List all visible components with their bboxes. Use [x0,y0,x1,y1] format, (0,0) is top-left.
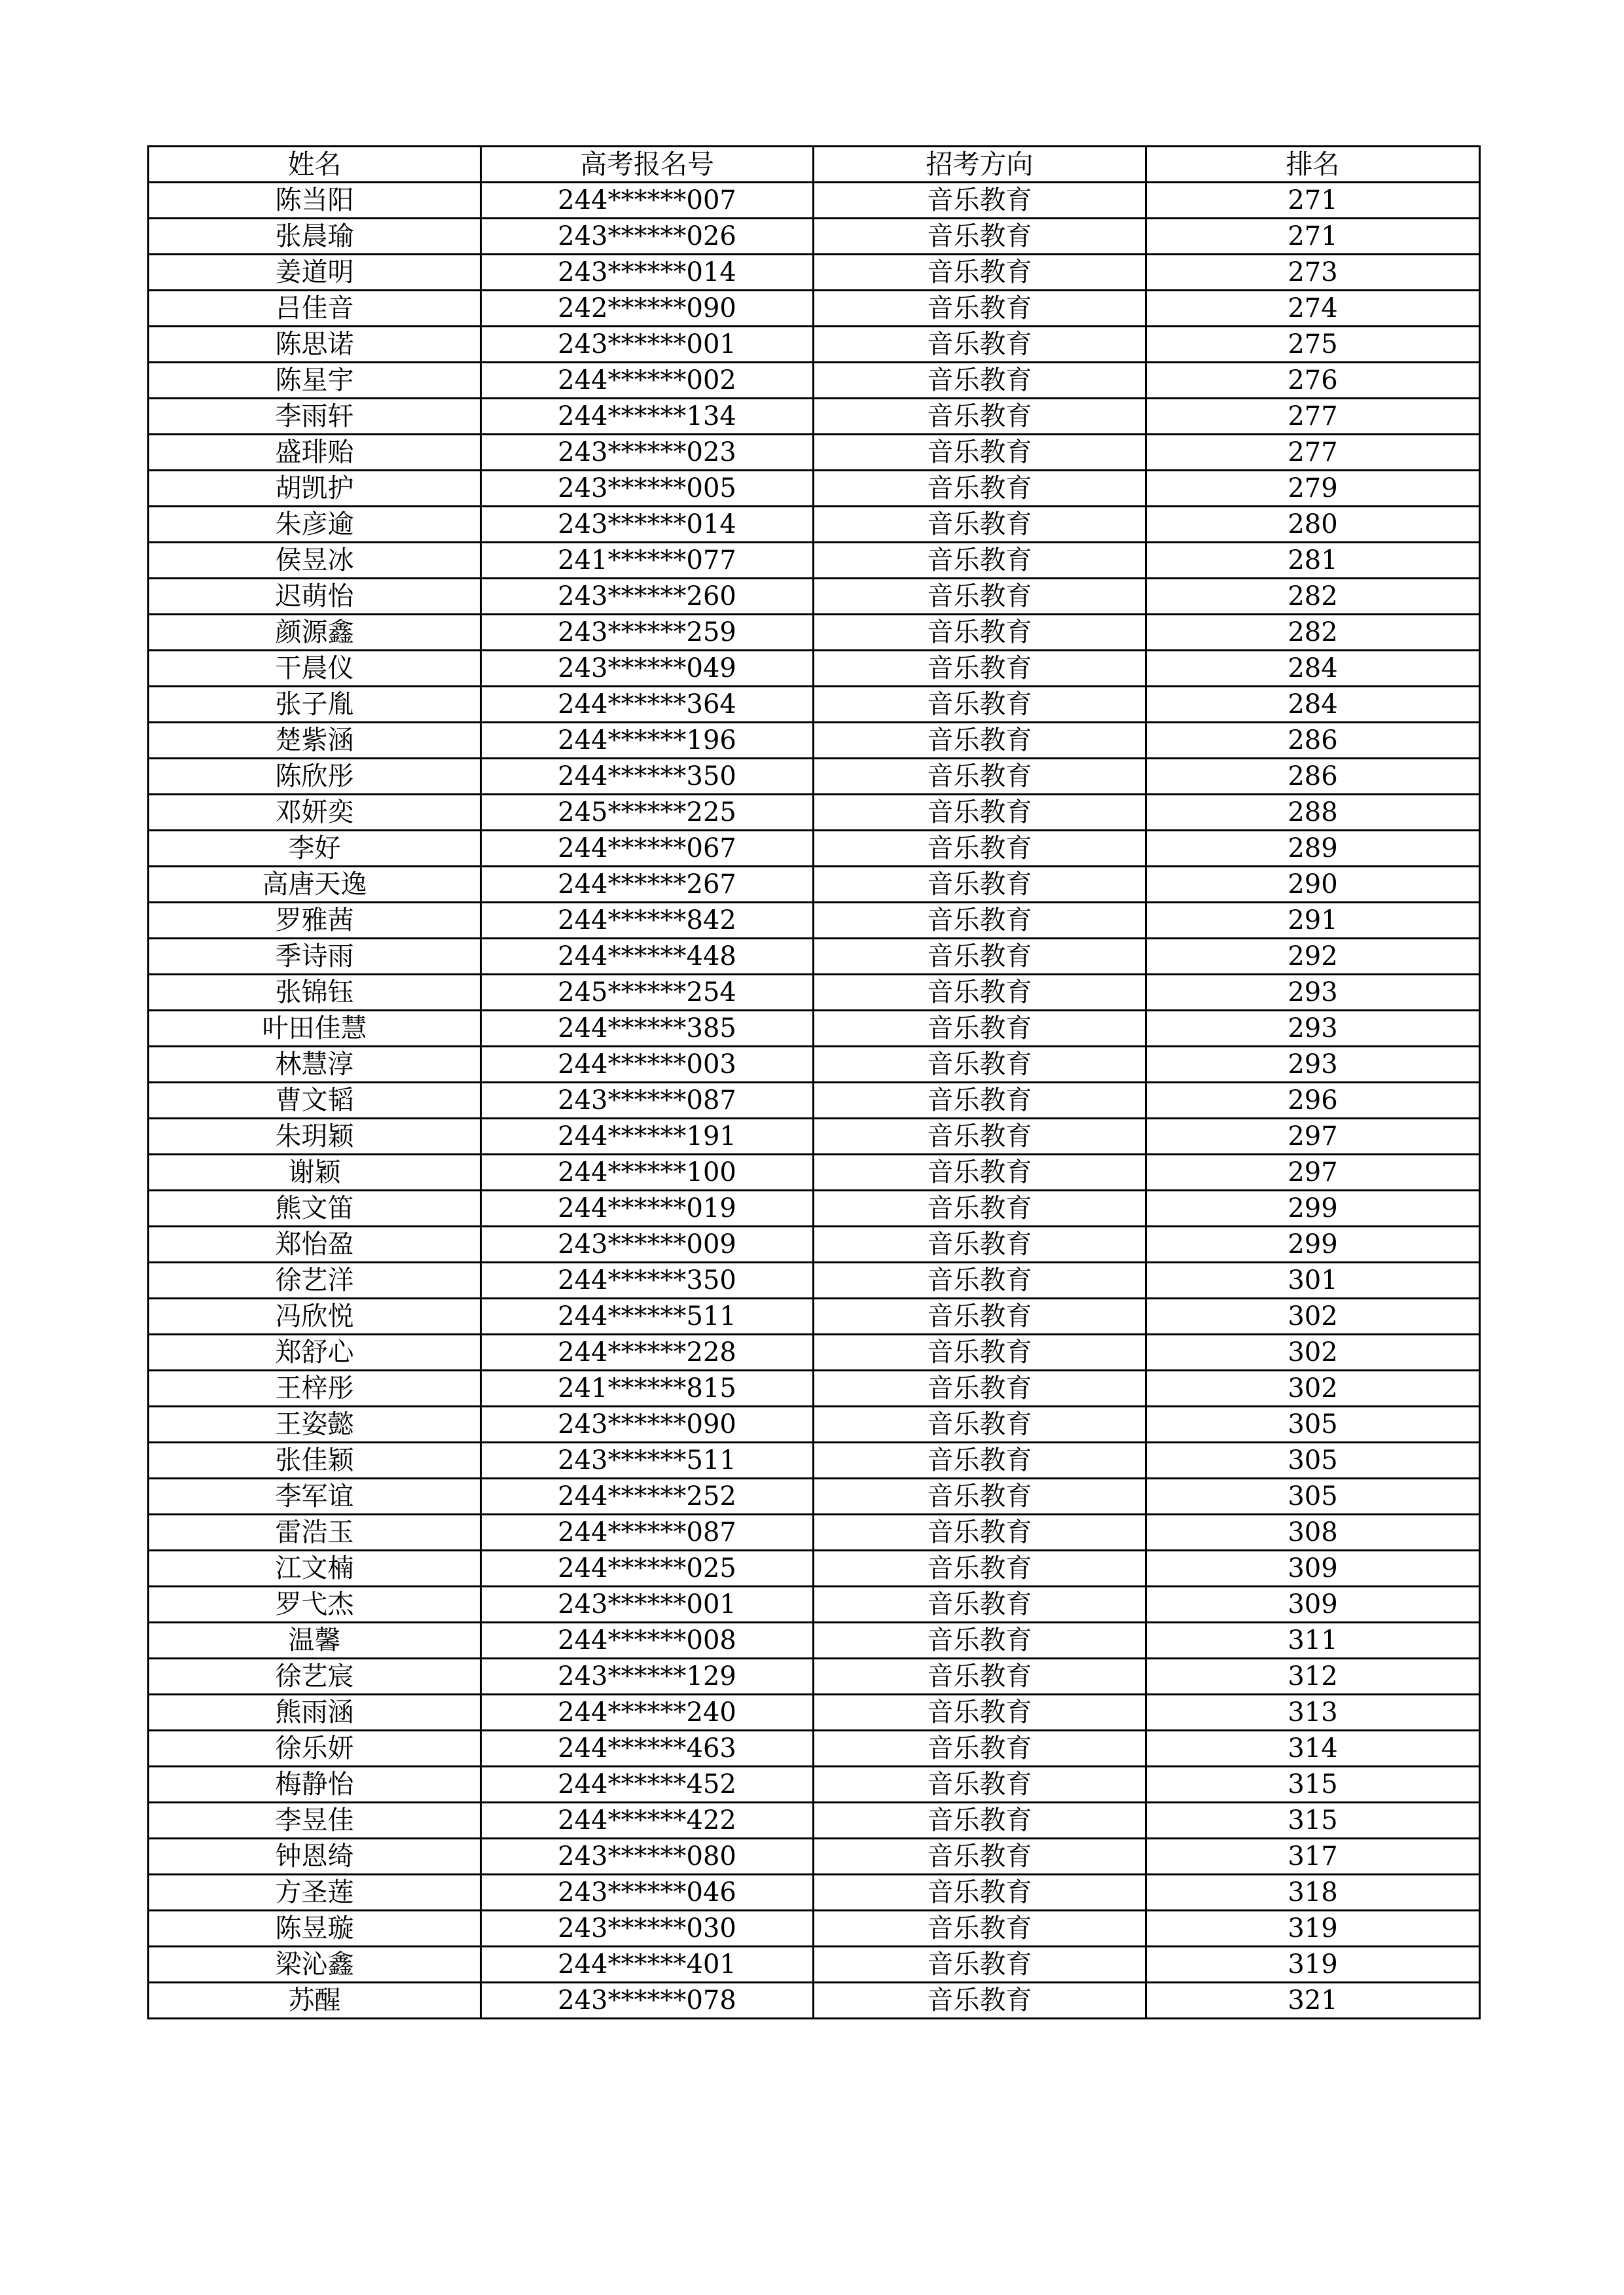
cell-direction: 音乐教育 [814,795,1146,831]
cell-direction: 音乐教育 [814,1911,1146,1947]
cell-rank: 277 [1146,435,1480,471]
cell-rank: 277 [1146,399,1480,435]
cell-name: 郑怡盈 [149,1227,481,1263]
cell-direction: 音乐教育 [814,1731,1146,1767]
table-row [149,615,1480,651]
cell-name: 姜道明 [149,255,481,291]
cell-name: 陈欣彤 [149,759,481,795]
cell-rank: 282 [1146,579,1480,615]
cell-rank: 279 [1146,471,1480,507]
cell-exam-id: 243******001 [481,1587,814,1623]
cell-direction: 音乐教育 [814,1047,1146,1083]
cell-direction: 音乐教育 [814,1155,1146,1191]
cell-name: 季诗雨 [149,939,481,975]
cell-name: 苏醒 [149,1983,481,2019]
cell-name: 张子胤 [149,687,481,723]
cell-direction: 音乐教育 [814,291,1146,327]
cell-name: 陈昱璇 [149,1911,481,1947]
cell-direction: 音乐教育 [814,723,1146,759]
cell-name: 谢颖 [149,1155,481,1191]
cell-exam-id: 241******077 [481,543,814,579]
table-row [149,1623,1480,1659]
cell-name: 邓妍奕 [149,795,481,831]
table-row [149,291,1480,327]
table-row [149,1983,1480,2019]
cell-rank: 305 [1146,1443,1480,1479]
cell-exam-id: 243******001 [481,327,814,363]
table-row [149,435,1480,471]
cell-name: 侯昱冰 [149,543,481,579]
cell-direction: 音乐教育 [814,183,1146,219]
table-row [149,1443,1480,1479]
cell-name: 徐艺宸 [149,1659,481,1695]
table-row [149,831,1480,867]
cell-direction: 音乐教育 [814,1983,1146,2019]
cell-name: 王姿懿 [149,1407,481,1443]
cell-exam-id: 244******511 [481,1299,814,1335]
cell-direction: 音乐教育 [814,1659,1146,1695]
cell-name: 朱玥颖 [149,1119,481,1155]
table-row [149,507,1480,543]
cell-exam-id: 244******067 [481,831,814,867]
cell-rank: 275 [1146,327,1480,363]
cell-direction: 音乐教育 [814,1227,1146,1263]
cell-rank: 308 [1146,1515,1480,1551]
cell-exam-id: 244******350 [481,759,814,795]
cell-exam-id: 244******002 [481,363,814,399]
table-row [149,1263,1480,1299]
cell-rank: 288 [1146,795,1480,831]
cell-rank: 274 [1146,291,1480,327]
cell-name: 王梓彤 [149,1371,481,1407]
cell-name: 郑舒心 [149,1335,481,1371]
table-row [149,1083,1480,1119]
header-direction: 招考方向 [814,147,1146,183]
cell-name: 陈思诺 [149,327,481,363]
cell-direction: 音乐教育 [814,867,1146,903]
cell-rank: 297 [1146,1119,1480,1155]
cell-rank: 302 [1146,1299,1480,1335]
cell-exam-id: 245******225 [481,795,814,831]
cell-name: 曹文韬 [149,1083,481,1119]
cell-rank: 286 [1146,759,1480,795]
cell-rank: 309 [1146,1587,1480,1623]
cell-exam-id: 242******090 [481,291,814,327]
table-row [149,1659,1480,1695]
cell-direction: 音乐教育 [814,1263,1146,1299]
cell-rank: 289 [1146,831,1480,867]
table-row [149,1119,1480,1155]
table-row [149,1011,1480,1047]
cell-direction: 音乐教育 [814,435,1146,471]
table-row [149,399,1480,435]
cell-rank: 309 [1146,1551,1480,1587]
cell-direction: 音乐教育 [814,1119,1146,1155]
cell-name: 梁沁鑫 [149,1947,481,1983]
cell-exam-id: 244******196 [481,723,814,759]
cell-name: 朱彦逾 [149,507,481,543]
cell-rank: 315 [1146,1767,1480,1803]
cell-direction: 音乐教育 [814,1407,1146,1443]
table-row [149,867,1480,903]
cell-name: 陈当阳 [149,183,481,219]
cell-name: 李雨轩 [149,399,481,435]
cell-rank: 280 [1146,507,1480,543]
cell-name: 方圣莲 [149,1875,481,1911]
cell-exam-id: 243******129 [481,1659,814,1695]
cell-exam-id: 244******019 [481,1191,814,1227]
cell-direction: 音乐教育 [814,615,1146,651]
cell-exam-id: 244******025 [481,1551,814,1587]
cell-exam-id: 244******401 [481,1947,814,1983]
cell-name: 熊文笛 [149,1191,481,1227]
cell-exam-id: 244******385 [481,1011,814,1047]
table-row [149,1371,1480,1407]
cell-rank: 302 [1146,1371,1480,1407]
header-name: 姓名 [149,147,481,183]
cell-exam-id: 243******259 [481,615,814,651]
cell-direction: 音乐教育 [814,1947,1146,1983]
table-row [149,759,1480,795]
table-row [149,1227,1480,1263]
cell-exam-id: 244******228 [481,1335,814,1371]
cell-exam-id: 241******815 [481,1371,814,1407]
cell-direction: 音乐教育 [814,471,1146,507]
cell-name: 张佳颖 [149,1443,481,1479]
table-row [149,651,1480,687]
cell-direction: 音乐教育 [814,1515,1146,1551]
cell-rank: 290 [1146,867,1480,903]
cell-name: 冯欣悦 [149,1299,481,1335]
ranking-table [147,145,1481,2019]
cell-direction: 音乐教育 [814,1335,1146,1371]
cell-direction: 音乐教育 [814,1479,1146,1515]
cell-rank: 312 [1146,1659,1480,1695]
cell-rank: 315 [1146,1803,1480,1839]
cell-name: 陈星宇 [149,363,481,399]
cell-exam-id: 244******191 [481,1119,814,1155]
cell-rank: 296 [1146,1083,1480,1119]
cell-name: 张晨瑜 [149,219,481,255]
table-row [149,1047,1480,1083]
cell-rank: 305 [1146,1479,1480,1515]
table-row [149,471,1480,507]
cell-name: 徐艺洋 [149,1263,481,1299]
cell-exam-id: 243******090 [481,1407,814,1443]
cell-direction: 音乐教育 [814,1083,1146,1119]
table-row [149,1587,1480,1623]
table-row [149,795,1480,831]
table-row [149,939,1480,975]
header-exam-id: 高考报名号 [481,147,814,183]
cell-rank: 302 [1146,1335,1480,1371]
cell-rank: 311 [1146,1623,1480,1659]
cell-rank: 314 [1146,1731,1480,1767]
cell-rank: 284 [1146,687,1480,723]
cell-name: 林慧淳 [149,1047,481,1083]
table-row [149,1911,1480,1947]
cell-exam-id: 244******007 [481,183,814,219]
cell-exam-id: 244******422 [481,1803,814,1839]
table-row [149,1191,1480,1227]
cell-exam-id: 243******511 [481,1443,814,1479]
table-row [149,1551,1480,1587]
table-row [149,183,1480,219]
cell-exam-id: 244******134 [481,399,814,435]
cell-rank: 291 [1146,903,1480,939]
table-row [149,1839,1480,1875]
cell-rank: 319 [1146,1911,1480,1947]
cell-direction: 音乐教育 [814,1371,1146,1407]
cell-exam-id: 243******260 [481,579,814,615]
cell-exam-id: 244******364 [481,687,814,723]
cell-exam-id: 243******080 [481,1839,814,1875]
table-row [149,1731,1480,1767]
cell-rank: 305 [1146,1407,1480,1443]
table-row [149,543,1480,579]
cell-rank: 293 [1146,1011,1480,1047]
cell-name: 颜源鑫 [149,615,481,651]
table-row [149,327,1480,363]
table-row [149,363,1480,399]
cell-direction: 音乐教育 [814,1875,1146,1911]
cell-name: 楚紫涵 [149,723,481,759]
cell-direction: 音乐教育 [814,327,1146,363]
cell-exam-id: 244******267 [481,867,814,903]
cell-exam-id: 244******463 [481,1731,814,1767]
cell-rank: 321 [1146,1983,1480,2019]
cell-exam-id: 243******049 [481,651,814,687]
cell-exam-id: 243******014 [481,255,814,291]
cell-direction: 音乐教育 [814,1623,1146,1659]
cell-direction: 音乐教育 [814,975,1146,1011]
table-row [149,579,1480,615]
cell-exam-id: 243******030 [481,1911,814,1947]
cell-rank: 271 [1146,219,1480,255]
cell-rank: 293 [1146,1047,1480,1083]
cell-direction: 音乐教育 [814,219,1146,255]
cell-direction: 音乐教育 [814,831,1146,867]
cell-exam-id: 244******003 [481,1047,814,1083]
cell-direction: 音乐教育 [814,903,1146,939]
cell-exam-id: 245******254 [481,975,814,1011]
table-row [149,687,1480,723]
table-row [149,1947,1480,1983]
cell-name: 高唐天逸 [149,867,481,903]
cell-rank: 293 [1146,975,1480,1011]
cell-exam-id: 243******014 [481,507,814,543]
table-row [149,1803,1480,1839]
table-row [149,903,1480,939]
cell-rank: 297 [1146,1155,1480,1191]
cell-exam-id: 244******448 [481,939,814,975]
cell-direction: 音乐教育 [814,687,1146,723]
cell-direction: 音乐教育 [814,1695,1146,1731]
cell-name: 罗雅茜 [149,903,481,939]
cell-exam-id: 244******252 [481,1479,814,1515]
table-header [149,147,1480,183]
cell-exam-id: 244******452 [481,1767,814,1803]
cell-name: 熊雨涵 [149,1695,481,1731]
cell-name: 江文楠 [149,1551,481,1587]
cell-direction: 音乐教育 [814,1587,1146,1623]
cell-name: 梅静怡 [149,1767,481,1803]
cell-name: 迟萌怡 [149,579,481,615]
cell-rank: 313 [1146,1695,1480,1731]
cell-rank: 273 [1146,255,1480,291]
cell-rank: 299 [1146,1227,1480,1263]
cell-exam-id: 244******240 [481,1695,814,1731]
cell-exam-id: 244******350 [481,1263,814,1299]
header-rank: 排名 [1146,147,1480,183]
cell-direction: 音乐教育 [814,939,1146,975]
header-row [149,147,1480,183]
cell-direction: 音乐教育 [814,543,1146,579]
cell-exam-id: 243******009 [481,1227,814,1263]
table-row [149,1407,1480,1443]
cell-name: 李军谊 [149,1479,481,1515]
table-row [149,1299,1480,1335]
table-row [149,723,1480,759]
table-row [149,1479,1480,1515]
cell-direction: 音乐教育 [814,255,1146,291]
cell-exam-id: 243******078 [481,1983,814,2019]
cell-direction: 音乐教育 [814,1299,1146,1335]
cell-rank: 282 [1146,615,1480,651]
table-body [149,183,1480,2019]
cell-name: 李好 [149,831,481,867]
table-row [149,1695,1480,1731]
cell-rank: 276 [1146,363,1480,399]
cell-rank: 318 [1146,1875,1480,1911]
cell-rank: 292 [1146,939,1480,975]
cell-exam-id: 243******005 [481,471,814,507]
cell-name: 温馨 [149,1623,481,1659]
cell-name: 徐乐妍 [149,1731,481,1767]
cell-name: 罗弋杰 [149,1587,481,1623]
cell-name: 钟恩绮 [149,1839,481,1875]
cell-name: 李昱佳 [149,1803,481,1839]
cell-direction: 音乐教育 [814,1803,1146,1839]
cell-name: 胡凯护 [149,471,481,507]
cell-exam-id: 244******842 [481,903,814,939]
cell-direction: 音乐教育 [814,759,1146,795]
table-row [149,1875,1480,1911]
cell-rank: 271 [1146,183,1480,219]
cell-rank: 319 [1146,1947,1480,1983]
cell-direction: 音乐教育 [814,651,1146,687]
cell-exam-id: 243******087 [481,1083,814,1119]
cell-name: 吕佳音 [149,291,481,327]
cell-exam-id: 243******026 [481,219,814,255]
table-row [149,255,1480,291]
cell-rank: 284 [1146,651,1480,687]
cell-direction: 音乐教育 [814,507,1146,543]
cell-direction: 音乐教育 [814,1011,1146,1047]
cell-exam-id: 243******023 [481,435,814,471]
table-row [149,1767,1480,1803]
cell-rank: 281 [1146,543,1480,579]
table-row [149,219,1480,255]
cell-exam-id: 244******087 [481,1515,814,1551]
cell-direction: 音乐教育 [814,1839,1146,1875]
cell-exam-id: 244******008 [481,1623,814,1659]
cell-name: 干晨仪 [149,651,481,687]
cell-name: 张锦钰 [149,975,481,1011]
cell-direction: 音乐教育 [814,399,1146,435]
cell-rank: 301 [1146,1263,1480,1299]
cell-direction: 音乐教育 [814,1767,1146,1803]
table-row [149,975,1480,1011]
cell-rank: 299 [1146,1191,1480,1227]
table-row [149,1155,1480,1191]
cell-direction: 音乐教育 [814,1551,1146,1587]
cell-direction: 音乐教育 [814,1443,1146,1479]
cell-exam-id: 244******100 [481,1155,814,1191]
cell-rank: 286 [1146,723,1480,759]
table-row [149,1515,1480,1551]
table-row [149,1335,1480,1371]
cell-name: 雷浩玉 [149,1515,481,1551]
cell-exam-id: 243******046 [481,1875,814,1911]
cell-rank: 317 [1146,1839,1480,1875]
cell-direction: 音乐教育 [814,363,1146,399]
cell-direction: 音乐教育 [814,1191,1146,1227]
cell-direction: 音乐教育 [814,579,1146,615]
cell-name: 盛琲贻 [149,435,481,471]
cell-name: 叶田佳慧 [149,1011,481,1047]
